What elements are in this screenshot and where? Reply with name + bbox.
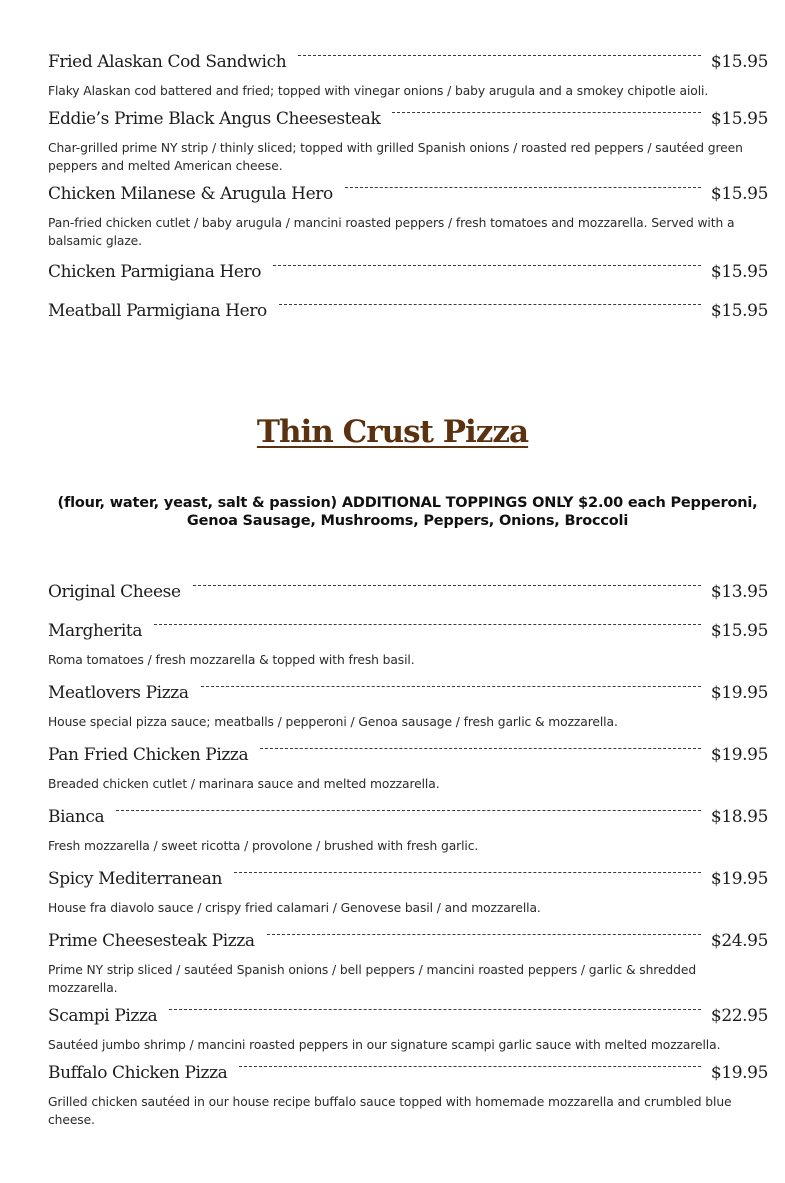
menu-item-chicken-milanese <box>48 184 768 250</box>
item-price: $19.95 <box>710 683 768 703</box>
dot-leader <box>193 585 701 586</box>
item-name: Spicy Mediterranean <box>48 869 223 889</box>
dot-leader <box>260 748 701 749</box>
dot-leader <box>234 872 701 873</box>
menu-item-eddies-cheesesteak <box>48 109 768 175</box>
menu-item-bianca <box>48 807 768 855</box>
menu-item-meatball-parmigiana <box>48 301 768 325</box>
item-description: Sautéed jumbo shrimp / mancini roasted peppers in our signature scampi garlic sauce with melted mozzarella. <box>48 1038 721 1052</box>
item-name: Pan Fried Chicken Pizza <box>48 745 249 765</box>
dot-leader <box>116 810 701 811</box>
item-description: Prime NY strip sliced / sautéed Spanish onions / bell peppers / mancini roasted peppers / garlic & shredded mozzarella. <box>48 963 697 995</box>
pizza-list <box>48 582 768 1129</box>
section-title <box>0 414 785 450</box>
item-description: Fresh mozzarella / sweet ricotta / provolone / brushed with fresh garlic. <box>48 839 479 853</box>
item-description: Char-grilled prime NY strip / thinly sliced; topped with grilled Spanish onions / roasted red peppers / sautéed green peppers and melted American cheese. <box>48 141 743 173</box>
dot-leader <box>201 686 701 687</box>
item-name: Buffalo Chicken Pizza <box>48 1063 228 1083</box>
item-description: Roma tomatoes / fresh mozzarella & topped with fresh basil. <box>48 653 415 667</box>
item-price: $15.95 <box>710 262 768 282</box>
menu-item-chicken-parmigiana <box>48 262 768 286</box>
item-name: Prime Cheesesteak Pizza <box>48 931 255 951</box>
item-name: Margherita <box>48 621 143 641</box>
item-price: $19.95 <box>710 745 768 765</box>
dot-leader <box>279 304 701 305</box>
menu-item-buffalo-chicken-pizza <box>48 1063 768 1129</box>
item-price: $22.95 <box>710 1006 768 1026</box>
item-name: Chicken Milanese & Arugula Hero <box>48 184 333 204</box>
item-description: Flaky Alaskan cod battered and fried; topped with vinegar onions / baby arugula and a smokey chipotle aioli. <box>48 84 709 98</box>
item-price: $13.95 <box>710 582 768 602</box>
dot-leader <box>345 187 701 188</box>
item-price: $15.95 <box>710 621 768 641</box>
item-description: House special pizza sauce; meatballs / pepperoni / Genoa sausage / fresh garlic & mozzarella. <box>48 715 618 729</box>
sandwich-list <box>48 52 768 325</box>
menu-item-spicy-mediterranean <box>48 869 768 917</box>
dot-leader <box>267 934 701 935</box>
item-price: $15.95 <box>710 301 768 321</box>
item-description: Grilled chicken sautéed in our house recipe buffalo sauce topped with homemade mozzarella and crumbled blue cheese. <box>48 1095 732 1127</box>
section-note: (flour, water, yeast, salt & passion) ADDITIONAL TOPPINGS ONLY $2.00 each Pepperoni, Genoa Sausage, Mushrooms, Peppers, Onions, Broccoli <box>57 495 758 529</box>
dot-leader <box>273 265 701 266</box>
item-name: Meatball Parmigiana Hero <box>48 301 267 321</box>
dot-leader <box>169 1009 701 1010</box>
item-description: Pan-fried chicken cutlet / baby arugula / mancini roasted peppers / fresh tomatoes and mozzarella. Served with a balsamic glaze. <box>48 216 735 248</box>
menu-item-pan-fried-chicken <box>48 745 768 793</box>
item-name: Original Cheese <box>48 582 181 602</box>
dot-leader <box>298 55 701 56</box>
item-price: $19.95 <box>710 1063 768 1083</box>
menu-item-margherita <box>48 621 768 669</box>
dot-leader <box>154 624 701 625</box>
item-price: $15.95 <box>710 184 768 204</box>
menu-item-meatlovers <box>48 683 768 731</box>
item-name: Chicken Parmigiana Hero <box>48 262 262 282</box>
menu-item-prime-cheesesteak-pizza <box>48 931 768 997</box>
item-description: Breaded chicken cutlet / marinara sauce and melted mozzarella. <box>48 777 440 791</box>
item-price: $19.95 <box>710 869 768 889</box>
item-name: Fried Alaskan Cod Sandwich <box>48 52 287 72</box>
menu-item-original-cheese <box>48 582 768 606</box>
menu-item-scampi-pizza <box>48 1006 768 1054</box>
dot-leader <box>392 112 701 113</box>
item-description: House fra diavolo sauce / crispy fried calamari / Genovese basil / and mozzarella. <box>48 901 541 915</box>
item-name: Scampi Pizza <box>48 1006 158 1026</box>
item-price: $24.95 <box>710 931 768 951</box>
dot-leader <box>239 1066 701 1067</box>
item-price: $18.95 <box>710 807 768 827</box>
menu-item-fried-alaskan-cod <box>48 52 768 100</box>
item-price: $15.95 <box>710 109 768 129</box>
item-name: Bianca <box>48 807 105 827</box>
item-name: Eddie’s Prime Black Angus Cheesesteak <box>48 109 381 129</box>
section-title-text: Thin Crust Pizza <box>256 414 529 450</box>
item-name: Meatlovers Pizza <box>48 683 189 703</box>
item-price: $15.95 <box>710 52 768 72</box>
